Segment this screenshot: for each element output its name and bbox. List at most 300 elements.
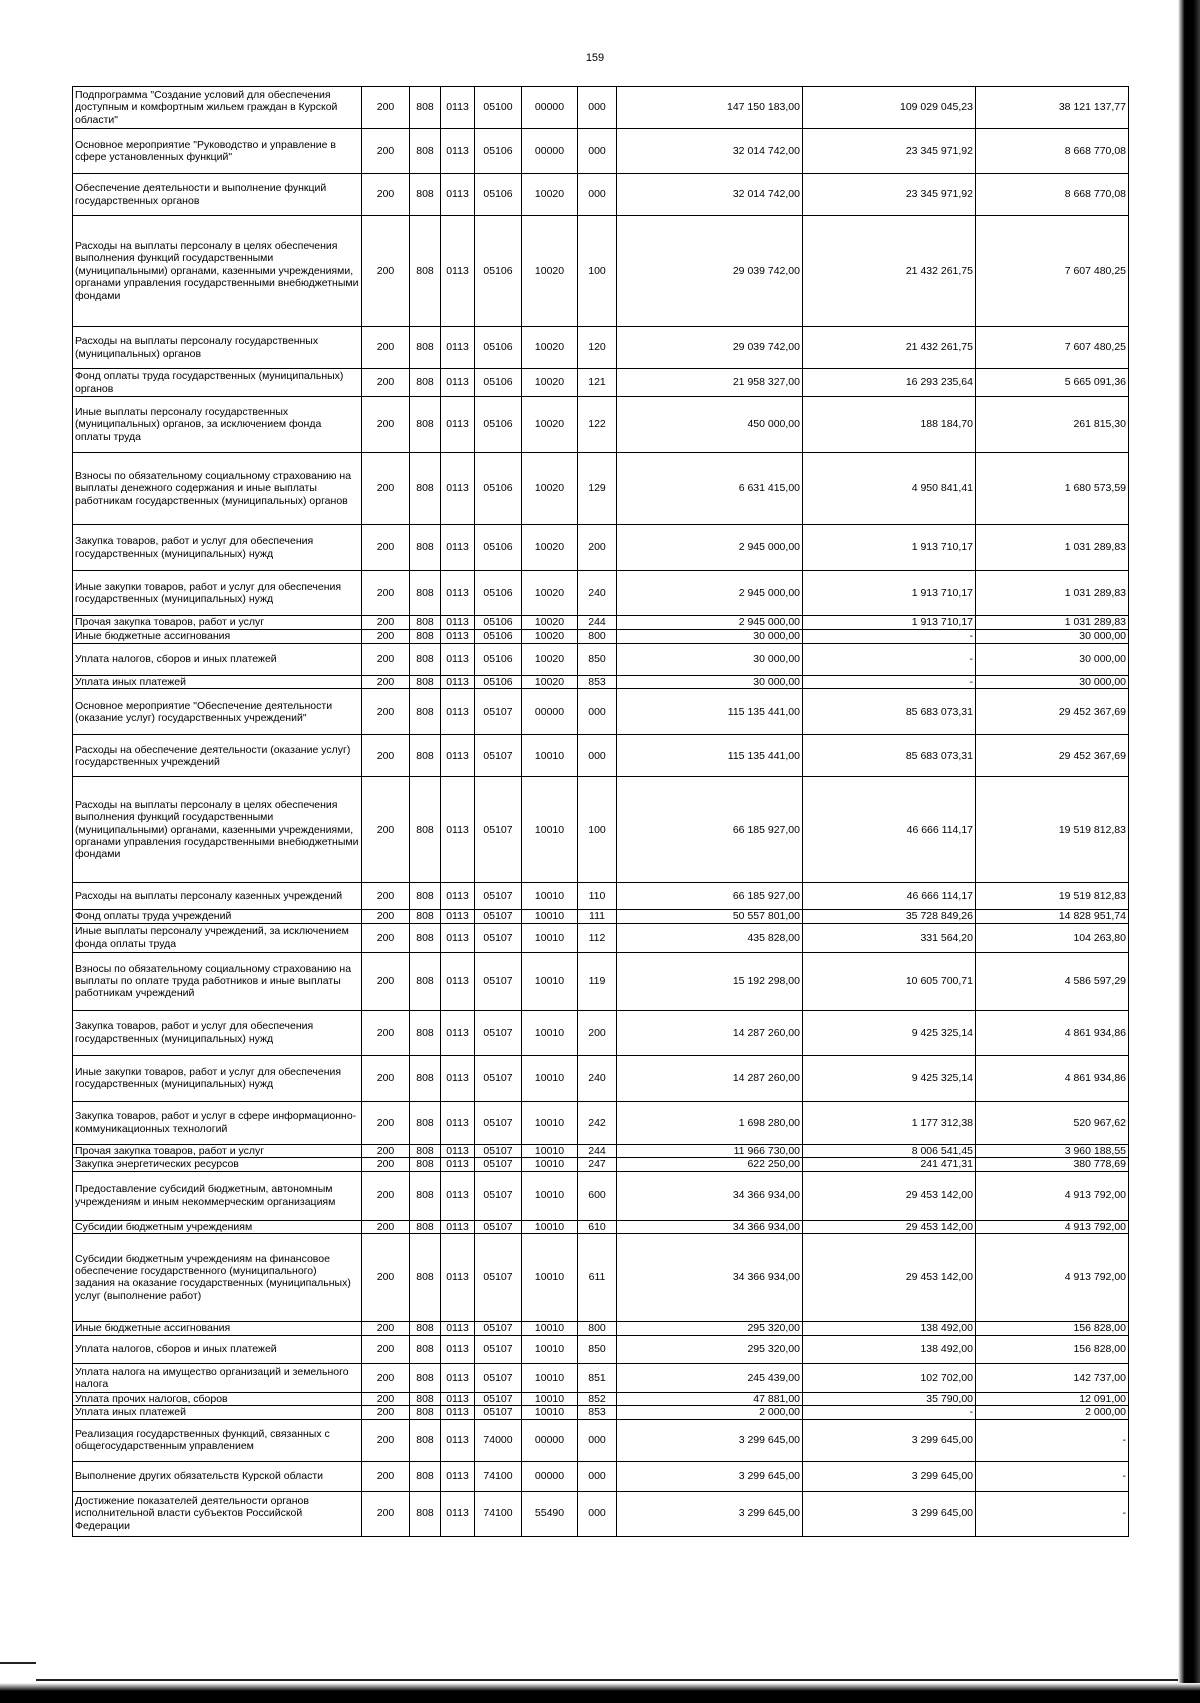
executed-amount-cell: 46 666 114,17 — [803, 777, 976, 883]
executed-amount-cell: 23 345 971,92 — [803, 129, 976, 174]
remaining-amount-cell: - — [976, 1461, 1129, 1491]
section-code-cell: 0113 — [441, 952, 475, 1010]
table-row — [73, 1392, 1129, 1405]
row-name-cell: Достижение показателей деятельности органов исполнительной власти субъектов Российской Федерации — [73, 1491, 362, 1536]
expense-type-code-cell: 129 — [578, 453, 617, 525]
table-row — [73, 1335, 1129, 1363]
direction-code-cell: 10010 — [522, 1392, 578, 1405]
table-row — [73, 1171, 1129, 1220]
direction-code-cell: 10010 — [522, 735, 578, 777]
kvsr-code-cell: 200 — [362, 174, 410, 216]
planned-amount-cell: 50 557 801,00 — [617, 910, 803, 923]
remaining-amount-cell: 4 861 934,86 — [976, 1010, 1129, 1055]
row-name-cell: Фонд оплаты труда государственных (муниципальных) органов — [73, 369, 362, 397]
planned-amount-cell: 30 000,00 — [617, 630, 803, 644]
row-name-cell: Уплата налогов, сборов и иных платежей — [73, 644, 362, 676]
kvsr-code-cell: 200 — [362, 1010, 410, 1055]
direction-code-cell: 10010 — [522, 1158, 578, 1171]
budget-table-body — [73, 87, 1129, 1537]
direction-code-cell: 10010 — [522, 952, 578, 1010]
kvsr-code-cell: 200 — [362, 1171, 410, 1220]
ved-code-cell: 808 — [410, 327, 441, 369]
kvsr-code-cell: 200 — [362, 616, 410, 630]
kvsr-code-cell: 200 — [362, 735, 410, 777]
direction-code-cell: 10020 — [522, 327, 578, 369]
remaining-amount-cell: 14 828 951,74 — [976, 910, 1129, 923]
ved-code-cell: 808 — [410, 1461, 441, 1491]
scan-edge-bottom — [0, 1683, 1200, 1703]
row-name-cell: Взносы по обязательному социальному страхованию на выплаты по оплате труда работников и иные выплаты работникам учреждений — [73, 952, 362, 1010]
table-row — [73, 910, 1129, 923]
expense-type-code-cell: 000 — [578, 87, 617, 129]
planned-amount-cell: 34 366 934,00 — [617, 1220, 803, 1233]
section-code-cell: 0113 — [441, 1220, 475, 1233]
remaining-amount-cell: 30 000,00 — [976, 644, 1129, 676]
scan-edge-line — [36, 1679, 1178, 1681]
direction-code-cell: 10010 — [522, 777, 578, 883]
remaining-amount-cell: 261 815,30 — [976, 397, 1129, 453]
direction-code-cell: 00000 — [522, 1461, 578, 1491]
planned-amount-cell: 3 299 645,00 — [617, 1491, 803, 1536]
executed-amount-cell: - — [803, 630, 976, 644]
row-name-cell: Расходы на выплаты персоналу государственных (муниципальных) органов — [73, 327, 362, 369]
direction-code-cell: 00000 — [522, 689, 578, 735]
executed-amount-cell: 8 006 541,45 — [803, 1144, 976, 1157]
planned-amount-cell: 34 366 934,00 — [617, 1171, 803, 1220]
direction-code-cell: 10020 — [522, 453, 578, 525]
planned-amount-cell: 147 150 183,00 — [617, 87, 803, 129]
direction-code-cell: 10020 — [522, 216, 578, 327]
ved-code-cell: 808 — [410, 525, 441, 571]
program-code-cell: 05107 — [475, 1233, 522, 1321]
row-name-cell: Иные выплаты персоналу государственных (муниципальных) органов, за исключением фонда оплаты труда — [73, 397, 362, 453]
direction-code-cell: 10010 — [522, 1406, 578, 1419]
remaining-amount-cell: 156 828,00 — [976, 1335, 1129, 1363]
executed-amount-cell: 10 605 700,71 — [803, 952, 976, 1010]
section-code-cell: 0113 — [441, 571, 475, 616]
kvsr-code-cell: 200 — [362, 1158, 410, 1171]
executed-amount-cell: 85 683 073,31 — [803, 735, 976, 777]
ved-code-cell: 808 — [410, 1101, 441, 1144]
program-code-cell: 74000 — [475, 1419, 522, 1461]
program-code-cell: 05106 — [475, 174, 522, 216]
expense-type-code-cell: 600 — [578, 1171, 617, 1220]
direction-code-cell: 10010 — [522, 1144, 578, 1157]
expense-type-code-cell: 244 — [578, 1144, 617, 1157]
expense-type-code-cell: 853 — [578, 676, 617, 689]
ved-code-cell: 808 — [410, 735, 441, 777]
direction-code-cell: 55490 — [522, 1491, 578, 1536]
kvsr-code-cell: 200 — [362, 1055, 410, 1101]
planned-amount-cell: 29 039 742,00 — [617, 216, 803, 327]
executed-amount-cell: 29 453 142,00 — [803, 1220, 976, 1233]
program-code-cell: 05106 — [475, 216, 522, 327]
remaining-amount-cell: 156 828,00 — [976, 1321, 1129, 1335]
program-code-cell: 05107 — [475, 883, 522, 910]
row-name-cell: Уплата налога на имущество организаций и земельного налога — [73, 1363, 362, 1392]
planned-amount-cell: 450 000,00 — [617, 397, 803, 453]
row-name-cell: Субсидии бюджетным учреждениям — [73, 1220, 362, 1233]
ved-code-cell: 808 — [410, 87, 441, 129]
program-code-cell: 05107 — [475, 1158, 522, 1171]
section-code-cell: 0113 — [441, 616, 475, 630]
ved-code-cell: 808 — [410, 689, 441, 735]
expense-type-code-cell: 100 — [578, 777, 617, 883]
kvsr-code-cell: 200 — [362, 129, 410, 174]
remaining-amount-cell: 29 452 367,69 — [976, 735, 1129, 777]
planned-amount-cell: 115 135 441,00 — [617, 689, 803, 735]
remaining-amount-cell: 4 913 792,00 — [976, 1220, 1129, 1233]
section-code-cell: 0113 — [441, 689, 475, 735]
planned-amount-cell: 115 135 441,00 — [617, 735, 803, 777]
expense-type-code-cell: 112 — [578, 923, 617, 952]
executed-amount-cell: 9 425 325,14 — [803, 1010, 976, 1055]
executed-amount-cell: 4 950 841,41 — [803, 453, 976, 525]
ved-code-cell: 808 — [410, 216, 441, 327]
remaining-amount-cell: 1 680 573,59 — [976, 453, 1129, 525]
kvsr-code-cell: 200 — [362, 644, 410, 676]
section-code-cell: 0113 — [441, 1321, 475, 1335]
table-row — [73, 1158, 1129, 1171]
remaining-amount-cell: 38 121 137,77 — [976, 87, 1129, 129]
ved-code-cell: 808 — [410, 952, 441, 1010]
section-code-cell: 0113 — [441, 1233, 475, 1321]
table-row — [73, 216, 1129, 327]
direction-code-cell: 10010 — [522, 1220, 578, 1233]
program-code-cell: 05106 — [475, 397, 522, 453]
planned-amount-cell: 622 250,00 — [617, 1158, 803, 1171]
kvsr-code-cell: 200 — [362, 1144, 410, 1157]
program-code-cell: 05107 — [475, 689, 522, 735]
section-code-cell: 0113 — [441, 735, 475, 777]
executed-amount-cell: 29 453 142,00 — [803, 1233, 976, 1321]
table-row — [73, 923, 1129, 952]
remaining-amount-cell: 19 519 812,83 — [976, 883, 1129, 910]
program-code-cell: 05107 — [475, 1101, 522, 1144]
section-code-cell: 0113 — [441, 644, 475, 676]
program-code-cell: 05107 — [475, 1171, 522, 1220]
expense-type-code-cell: 000 — [578, 689, 617, 735]
planned-amount-cell: 3 299 645,00 — [617, 1461, 803, 1491]
program-code-cell: 05107 — [475, 923, 522, 952]
table-row — [73, 952, 1129, 1010]
row-name-cell: Основное мероприятие "Обеспечение деятельности (оказание услуг) государственных учреждений" — [73, 689, 362, 735]
planned-amount-cell: 3 299 645,00 — [617, 1419, 803, 1461]
direction-code-cell: 00000 — [522, 1419, 578, 1461]
remaining-amount-cell: 29 452 367,69 — [976, 689, 1129, 735]
executed-amount-cell: 21 432 261,75 — [803, 216, 976, 327]
remaining-amount-cell: 5 665 091,36 — [976, 369, 1129, 397]
row-name-cell: Уплата иных платежей — [73, 676, 362, 689]
executed-amount-cell: 1 913 710,17 — [803, 616, 976, 630]
remaining-amount-cell: - — [976, 1419, 1129, 1461]
remaining-amount-cell: 4 586 597,29 — [976, 952, 1129, 1010]
expense-type-code-cell: 850 — [578, 644, 617, 676]
ved-code-cell: 808 — [410, 1392, 441, 1405]
budget-table — [72, 86, 1129, 1537]
program-code-cell: 05106 — [475, 571, 522, 616]
row-name-cell: Подпрограмма "Создание условий для обеспечения доступным и комфортным жильем граждан в Курской области" — [73, 87, 362, 129]
program-code-cell: 05107 — [475, 1055, 522, 1101]
ved-code-cell: 808 — [410, 1144, 441, 1157]
planned-amount-cell: 245 439,00 — [617, 1363, 803, 1392]
section-code-cell: 0113 — [441, 453, 475, 525]
direction-code-cell: 10020 — [522, 616, 578, 630]
direction-code-cell: 10020 — [522, 676, 578, 689]
remaining-amount-cell: 12 091,00 — [976, 1392, 1129, 1405]
executed-amount-cell: 35 728 849,26 — [803, 910, 976, 923]
program-code-cell: 05107 — [475, 1392, 522, 1405]
section-code-cell: 0113 — [441, 1101, 475, 1144]
table-row — [73, 630, 1129, 644]
direction-code-cell: 10010 — [522, 1233, 578, 1321]
ved-code-cell: 808 — [410, 616, 441, 630]
expense-type-code-cell: 000 — [578, 129, 617, 174]
kvsr-code-cell: 200 — [362, 1335, 410, 1363]
section-code-cell: 0113 — [441, 1363, 475, 1392]
planned-amount-cell: 14 287 260,00 — [617, 1055, 803, 1101]
expense-type-code-cell: 000 — [578, 1491, 617, 1536]
program-code-cell: 05107 — [475, 1220, 522, 1233]
ved-code-cell: 808 — [410, 1321, 441, 1335]
section-code-cell: 0113 — [441, 129, 475, 174]
remaining-amount-cell: 142 737,00 — [976, 1363, 1129, 1392]
planned-amount-cell: 6 631 415,00 — [617, 453, 803, 525]
expense-type-code-cell: 119 — [578, 952, 617, 1010]
program-code-cell: 05106 — [475, 644, 522, 676]
planned-amount-cell: 2 945 000,00 — [617, 571, 803, 616]
direction-code-cell: 10020 — [522, 644, 578, 676]
kvsr-code-cell: 200 — [362, 1406, 410, 1419]
row-name-cell: Закупка товаров, работ и услуг в сфере информационно-коммуникационных технологий — [73, 1101, 362, 1144]
direction-code-cell: 10010 — [522, 923, 578, 952]
ved-code-cell: 808 — [410, 1363, 441, 1392]
program-code-cell: 05106 — [475, 327, 522, 369]
executed-amount-cell: - — [803, 676, 976, 689]
executed-amount-cell: 23 345 971,92 — [803, 174, 976, 216]
section-code-cell: 0113 — [441, 923, 475, 952]
expense-type-code-cell: 800 — [578, 1321, 617, 1335]
table-row — [73, 1101, 1129, 1144]
section-code-cell: 0113 — [441, 397, 475, 453]
program-code-cell: 05107 — [475, 1363, 522, 1392]
section-code-cell: 0113 — [441, 777, 475, 883]
kvsr-code-cell: 200 — [362, 1321, 410, 1335]
row-name-cell: Фонд оплаты труда учреждений — [73, 910, 362, 923]
expense-type-code-cell: 120 — [578, 327, 617, 369]
row-name-cell: Прочая закупка товаров, работ и услуг — [73, 616, 362, 630]
row-name-cell: Выполнение других обязательств Курской области — [73, 1461, 362, 1491]
table-row — [73, 87, 1129, 129]
program-code-cell: 05107 — [475, 735, 522, 777]
program-code-cell: 74100 — [475, 1491, 522, 1536]
expense-type-code-cell: 610 — [578, 1220, 617, 1233]
kvsr-code-cell: 200 — [362, 1363, 410, 1392]
expense-type-code-cell: 244 — [578, 616, 617, 630]
table-row — [73, 369, 1129, 397]
row-name-cell: Расходы на выплаты персоналу казенных учреждений — [73, 883, 362, 910]
kvsr-code-cell: 200 — [362, 369, 410, 397]
planned-amount-cell: 66 185 927,00 — [617, 777, 803, 883]
direction-code-cell: 10010 — [522, 1363, 578, 1392]
ved-code-cell: 808 — [410, 453, 441, 525]
executed-amount-cell: 331 564,20 — [803, 923, 976, 952]
planned-amount-cell: 2 945 000,00 — [617, 616, 803, 630]
program-code-cell: 05100 — [475, 87, 522, 129]
row-name-cell: Закупка товаров, работ и услуг для обеспечения государственных (муниципальных) нужд — [73, 525, 362, 571]
table-row — [73, 1055, 1129, 1101]
direction-code-cell: 10010 — [522, 1171, 578, 1220]
remaining-amount-cell: 4 861 934,86 — [976, 1055, 1129, 1101]
direction-code-cell: 10010 — [522, 1335, 578, 1363]
program-code-cell: 05106 — [475, 525, 522, 571]
direction-code-cell: 10010 — [522, 883, 578, 910]
expense-type-code-cell: 240 — [578, 571, 617, 616]
executed-amount-cell: 1 913 710,17 — [803, 571, 976, 616]
kvsr-code-cell: 200 — [362, 1233, 410, 1321]
remaining-amount-cell: 380 778,69 — [976, 1158, 1129, 1171]
section-code-cell: 0113 — [441, 525, 475, 571]
program-code-cell: 05106 — [475, 369, 522, 397]
section-code-cell: 0113 — [441, 1010, 475, 1055]
kvsr-code-cell: 200 — [362, 1101, 410, 1144]
remaining-amount-cell: 2 000,00 — [976, 1406, 1129, 1419]
table-row — [73, 1491, 1129, 1536]
kvsr-code-cell: 200 — [362, 1461, 410, 1491]
section-code-cell: 0113 — [441, 1419, 475, 1461]
program-code-cell: 05107 — [475, 952, 522, 1010]
row-name-cell: Закупка энергетических ресурсов — [73, 1158, 362, 1171]
section-code-cell: 0113 — [441, 630, 475, 644]
table-row — [73, 883, 1129, 910]
table-row — [73, 174, 1129, 216]
executed-amount-cell: 241 471,31 — [803, 1158, 976, 1171]
program-code-cell: 05107 — [475, 1335, 522, 1363]
executed-amount-cell: 46 666 114,17 — [803, 883, 976, 910]
section-code-cell: 0113 — [441, 1392, 475, 1405]
expense-type-code-cell: 100 — [578, 216, 617, 327]
section-code-cell: 0113 — [441, 369, 475, 397]
expense-type-code-cell: 000 — [578, 174, 617, 216]
ved-code-cell: 808 — [410, 777, 441, 883]
table-row — [73, 1233, 1129, 1321]
expense-type-code-cell: 000 — [578, 735, 617, 777]
remaining-amount-cell: - — [976, 1491, 1129, 1536]
table-row — [73, 1461, 1129, 1491]
planned-amount-cell: 34 366 934,00 — [617, 1233, 803, 1321]
expense-type-code-cell: 853 — [578, 1406, 617, 1419]
executed-amount-cell: 3 299 645,00 — [803, 1461, 976, 1491]
planned-amount-cell: 30 000,00 — [617, 676, 803, 689]
table-row — [73, 735, 1129, 777]
kvsr-code-cell: 200 — [362, 883, 410, 910]
direction-code-cell: 10010 — [522, 1055, 578, 1101]
remaining-amount-cell: 1 031 289,83 — [976, 571, 1129, 616]
direction-code-cell: 10020 — [522, 630, 578, 644]
executed-amount-cell: 16 293 235,64 — [803, 369, 976, 397]
remaining-amount-cell: 30 000,00 — [976, 630, 1129, 644]
direction-code-cell: 00000 — [522, 129, 578, 174]
remaining-amount-cell: 3 960 188,55 — [976, 1144, 1129, 1157]
ved-code-cell: 808 — [410, 883, 441, 910]
kvsr-code-cell: 200 — [362, 525, 410, 571]
row-name-cell: Уплата иных платежей — [73, 1406, 362, 1419]
direction-code-cell: 10010 — [522, 1101, 578, 1144]
kvsr-code-cell: 200 — [362, 676, 410, 689]
kvsr-code-cell: 200 — [362, 689, 410, 735]
row-name-cell: Закупка товаров, работ и услуг для обеспечения государственных (муниципальных) нужд — [73, 1010, 362, 1055]
ved-code-cell: 808 — [410, 1406, 441, 1419]
section-code-cell: 0113 — [441, 87, 475, 129]
scan-edge-right — [1178, 0, 1200, 1703]
program-code-cell: 05106 — [475, 616, 522, 630]
table-row — [73, 327, 1129, 369]
executed-amount-cell: 109 029 045,23 — [803, 87, 976, 129]
table-row — [73, 1220, 1129, 1233]
kvsr-code-cell: 200 — [362, 923, 410, 952]
table-row — [73, 1321, 1129, 1335]
expense-type-code-cell: 851 — [578, 1363, 617, 1392]
planned-amount-cell: 295 320,00 — [617, 1335, 803, 1363]
ved-code-cell: 808 — [410, 174, 441, 216]
expense-type-code-cell: 200 — [578, 525, 617, 571]
ved-code-cell: 808 — [410, 1010, 441, 1055]
kvsr-code-cell: 200 — [362, 216, 410, 327]
kvsr-code-cell: 200 — [362, 952, 410, 1010]
program-code-cell: 05107 — [475, 910, 522, 923]
kvsr-code-cell: 200 — [362, 87, 410, 129]
kvsr-code-cell: 200 — [362, 453, 410, 525]
program-code-cell: 05106 — [475, 630, 522, 644]
remaining-amount-cell: 30 000,00 — [976, 676, 1129, 689]
table-row — [73, 689, 1129, 735]
table-row — [73, 1419, 1129, 1461]
executed-amount-cell: 188 184,70 — [803, 397, 976, 453]
row-name-cell: Расходы на обеспечение деятельности (оказание услуг) государственных учреждений — [73, 735, 362, 777]
row-name-cell: Расходы на выплаты персоналу в целях обеспечения выполнения функций государственными (муниципальными) органами, казенными учреждениями, органами управления государственными внебюджетными фондами — [73, 777, 362, 883]
program-code-cell: 05107 — [475, 777, 522, 883]
section-code-cell: 0113 — [441, 1171, 475, 1220]
planned-amount-cell: 66 185 927,00 — [617, 883, 803, 910]
remaining-amount-cell: 8 668 770,08 — [976, 174, 1129, 216]
remaining-amount-cell: 104 263,80 — [976, 923, 1129, 952]
expense-type-code-cell: 800 — [578, 630, 617, 644]
remaining-amount-cell: 1 031 289,83 — [976, 525, 1129, 571]
expense-type-code-cell: 240 — [578, 1055, 617, 1101]
kvsr-code-cell: 200 — [362, 1392, 410, 1405]
planned-amount-cell: 295 320,00 — [617, 1321, 803, 1335]
ved-code-cell: 808 — [410, 676, 441, 689]
planned-amount-cell: 21 958 327,00 — [617, 369, 803, 397]
kvsr-code-cell: 200 — [362, 397, 410, 453]
planned-amount-cell: 1 698 280,00 — [617, 1101, 803, 1144]
table-row — [73, 525, 1129, 571]
ved-code-cell: 808 — [410, 571, 441, 616]
row-name-cell: Предоставление субсидий бюджетным, автономным учреждениям и иным некоммерческим организациям — [73, 1171, 362, 1220]
direction-code-cell: 10020 — [522, 397, 578, 453]
kvsr-code-cell: 200 — [362, 1220, 410, 1233]
expense-type-code-cell: 000 — [578, 1419, 617, 1461]
expense-type-code-cell: 850 — [578, 1335, 617, 1363]
section-code-cell: 0113 — [441, 1406, 475, 1419]
expense-type-code-cell: 122 — [578, 397, 617, 453]
direction-code-cell: 10020 — [522, 369, 578, 397]
row-name-cell: Иные закупки товаров, работ и услуг для обеспечения государственных (муниципальных) нужд — [73, 571, 362, 616]
section-code-cell: 0113 — [441, 1461, 475, 1491]
row-name-cell: Иные закупки товаров, работ и услуг для обеспечения государственных (муниципальных) нужд — [73, 1055, 362, 1101]
table-row — [73, 571, 1129, 616]
expense-type-code-cell: 111 — [578, 910, 617, 923]
